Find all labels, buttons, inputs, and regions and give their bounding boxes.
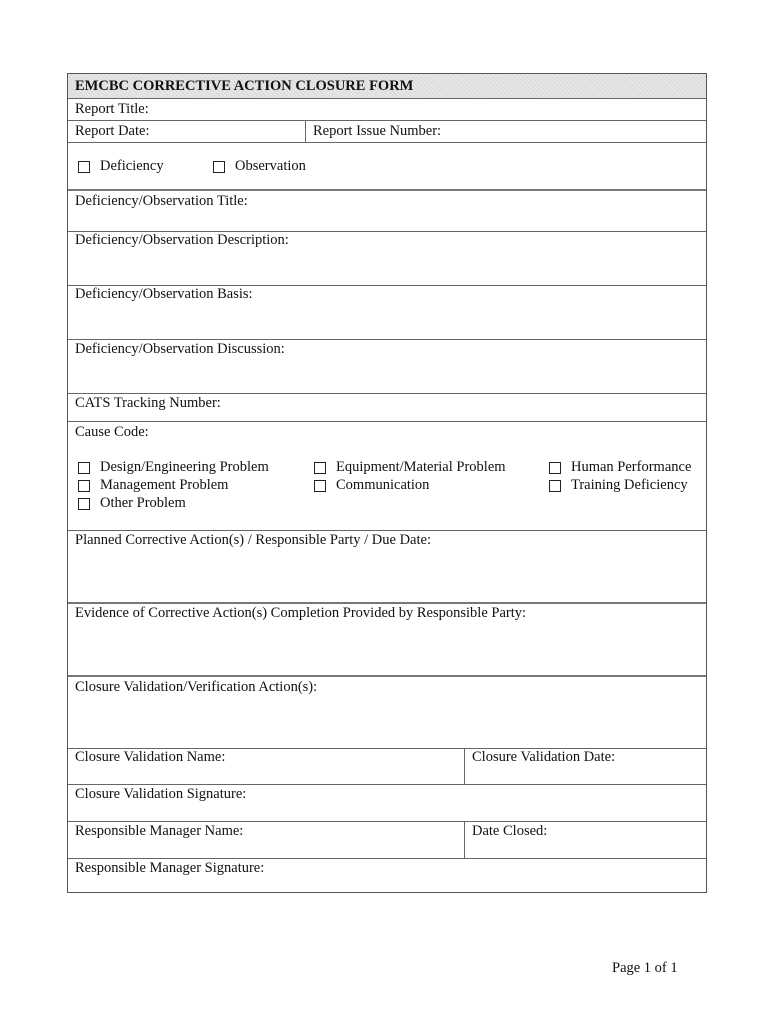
checkbox-icon bbox=[78, 161, 90, 173]
communication-checkbox[interactable] bbox=[314, 477, 429, 494]
design-engineering-label: Design/Engineering Problem bbox=[100, 459, 269, 475]
checkbox-icon bbox=[78, 462, 90, 474]
do-title-row[interactable] bbox=[68, 191, 706, 232]
report-issue-number-label: Report Issue Number: bbox=[313, 123, 442, 139]
do-description-label: Deficiency/Observation Description: bbox=[75, 232, 289, 248]
manager-signature-label: Responsible Manager Signature: bbox=[75, 860, 265, 876]
planned-actions-label: Planned Corrective Action(s) / Responsible Party / Due Date: bbox=[75, 532, 431, 548]
closure-actions-label: Closure Validation/Verification Action(s): bbox=[75, 679, 318, 695]
checkbox-icon bbox=[78, 480, 90, 492]
manager-name-row bbox=[68, 822, 706, 859]
do-basis-row[interactable] bbox=[68, 286, 706, 340]
closure-name-row bbox=[68, 749, 706, 785]
do-description-row[interactable] bbox=[68, 232, 706, 286]
closure-signature-row[interactable] bbox=[68, 785, 706, 822]
closure-signature-label: Closure Validation Signature: bbox=[75, 786, 247, 802]
closure-date-label: Closure Validation Date: bbox=[472, 749, 616, 765]
form-title-row bbox=[68, 74, 706, 99]
cause-code-label: Cause Code: bbox=[75, 424, 149, 440]
corrective-action-form bbox=[67, 73, 707, 893]
report-title-label: Report Title: bbox=[75, 101, 149, 117]
equipment-material-label: Equipment/Material Problem bbox=[336, 459, 506, 475]
type-row bbox=[68, 143, 706, 191]
checkbox-icon bbox=[78, 498, 90, 510]
divider bbox=[305, 121, 306, 142]
date-closed-label: Date Closed: bbox=[472, 823, 548, 839]
checkbox-icon bbox=[314, 462, 326, 474]
do-basis-label: Deficiency/Observation Basis: bbox=[75, 286, 253, 302]
communication-label: Communication bbox=[336, 477, 430, 493]
manager-name-label: Responsible Manager Name: bbox=[75, 823, 244, 839]
do-title-label: Deficiency/Observation Title: bbox=[75, 193, 248, 209]
equipment-material-checkbox[interactable] bbox=[314, 459, 506, 476]
report-date-label: Report Date: bbox=[75, 123, 150, 139]
management-problem-label: Management Problem bbox=[100, 477, 229, 493]
management-problem-checkbox[interactable] bbox=[78, 477, 228, 494]
manager-signature-row[interactable] bbox=[68, 859, 706, 894]
checkbox-icon bbox=[314, 480, 326, 492]
divider bbox=[464, 749, 465, 784]
checkbox-icon bbox=[213, 161, 225, 173]
do-discussion-row[interactable] bbox=[68, 340, 706, 394]
design-engineering-checkbox[interactable] bbox=[78, 459, 269, 476]
evidence-label: Evidence of Corrective Action(s) Completion Provided by Responsible Party: bbox=[75, 605, 527, 621]
closure-name-label: Closure Validation Name: bbox=[75, 749, 226, 765]
observation-checkbox[interactable] bbox=[213, 158, 306, 175]
report-title-row[interactable] bbox=[68, 99, 706, 121]
do-discussion-label: Deficiency/Observation Discussion: bbox=[75, 341, 285, 357]
checkbox-icon bbox=[549, 462, 561, 474]
divider bbox=[464, 822, 465, 858]
deficiency-label: Deficiency bbox=[100, 158, 164, 174]
closure-actions-row[interactable] bbox=[68, 677, 706, 749]
evidence-row[interactable] bbox=[68, 604, 706, 677]
form-title: EMCBC CORRECTIVE ACTION CLOSURE FORM bbox=[75, 78, 414, 94]
observation-label: Observation bbox=[235, 158, 306, 174]
human-performance-checkbox[interactable] bbox=[549, 459, 691, 476]
deficiency-checkbox[interactable] bbox=[78, 158, 164, 175]
report-date-row bbox=[68, 121, 706, 143]
planned-actions-row[interactable] bbox=[68, 531, 706, 604]
checkbox-icon bbox=[549, 480, 561, 492]
cats-tracking-row[interactable] bbox=[68, 394, 706, 422]
cause-code-row bbox=[68, 422, 706, 531]
page-number: Page 1 of 1 bbox=[612, 960, 678, 976]
human-performance-label: Human Performance bbox=[571, 459, 692, 475]
training-deficiency-checkbox[interactable] bbox=[549, 477, 688, 494]
training-deficiency-label: Training Deficiency bbox=[571, 477, 688, 493]
other-problem-label: Other Problem bbox=[100, 495, 186, 511]
other-problem-checkbox[interactable] bbox=[78, 495, 186, 512]
cats-tracking-label: CATS Tracking Number: bbox=[75, 395, 221, 411]
